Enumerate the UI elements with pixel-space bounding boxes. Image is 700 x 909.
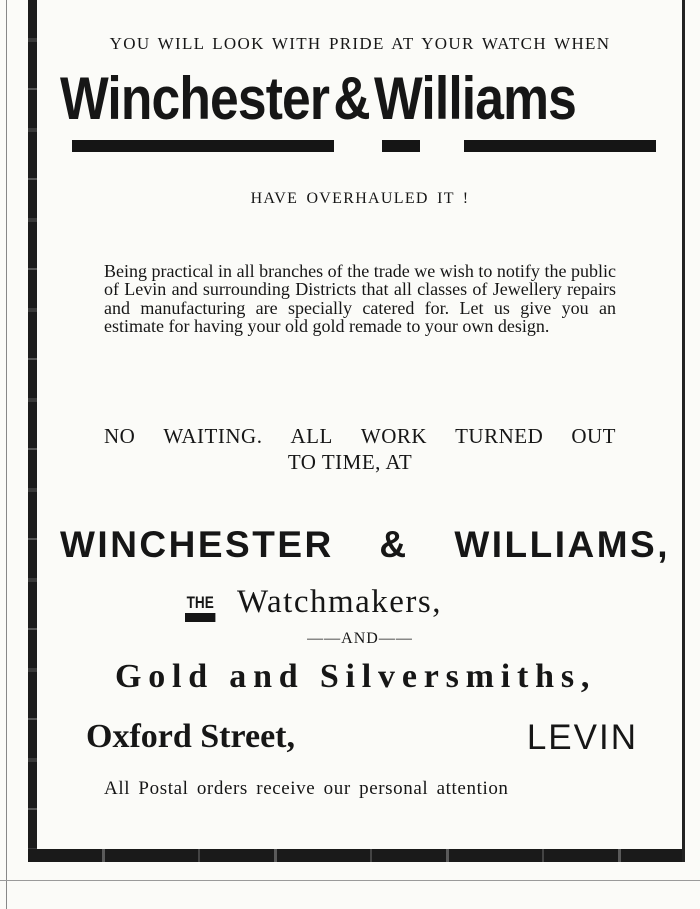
bottom-border-rule <box>28 849 682 862</box>
firm-ampersand: & <box>379 524 409 565</box>
firm-winchester: WINCHESTER <box>60 524 334 565</box>
silversmiths-heading: Gold and Silversmiths, <box>115 658 597 695</box>
title-heading <box>60 62 576 142</box>
page-edge <box>6 0 7 909</box>
watchmakers-text: Watchmakers, <box>237 584 443 620</box>
title-underlines <box>0 140 700 152</box>
postal-notice: All Postal orders receive our personal attention <box>104 778 509 799</box>
underline-bar <box>382 140 420 152</box>
title-williams: Williams <box>373 65 576 132</box>
firm-williams: WILLIAMS, <box>454 524 670 565</box>
word: TURNED <box>455 424 544 448</box>
street: Oxford Street, <box>86 718 295 755</box>
title-winchester: Winchester <box>60 65 330 132</box>
the-badge: THE <box>185 594 215 622</box>
word: NO <box>104 424 136 448</box>
word: WORK <box>360 424 428 448</box>
underline-bar <box>464 140 656 152</box>
word: WAITING. <box>163 424 263 448</box>
and-divider: ——AND—— <box>307 630 413 647</box>
underline-bar <box>72 140 334 152</box>
no-waiting-line-2: TO TIME, AT <box>287 450 413 474</box>
firm-name <box>60 524 670 566</box>
body-paragraph: Being practical in all branches of the trade we wish to notify the public of Levin and surrounding Districts that all classes of Jewellery repairs and manufacturing are specially catered for. Let us give you an estimate for having your old gold remade to your own design. <box>104 261 616 337</box>
word: ALL <box>290 424 333 448</box>
title-ampersand: & <box>333 65 370 132</box>
town: LEVIN <box>526 718 638 757</box>
tagline: YOU WILL LOOK WITH PRIDE AT YOUR WATCH WHEN <box>109 34 611 53</box>
overhauled-heading: HAVE OVERHAULED IT ! <box>250 190 470 207</box>
column-divider <box>0 880 700 881</box>
address <box>86 718 638 758</box>
no-waiting-notice <box>104 423 616 475</box>
no-waiting-line-1 <box>104 423 616 449</box>
word: OUT <box>571 424 616 448</box>
watchmakers-line <box>185 578 442 622</box>
left-border-rule <box>28 0 37 862</box>
